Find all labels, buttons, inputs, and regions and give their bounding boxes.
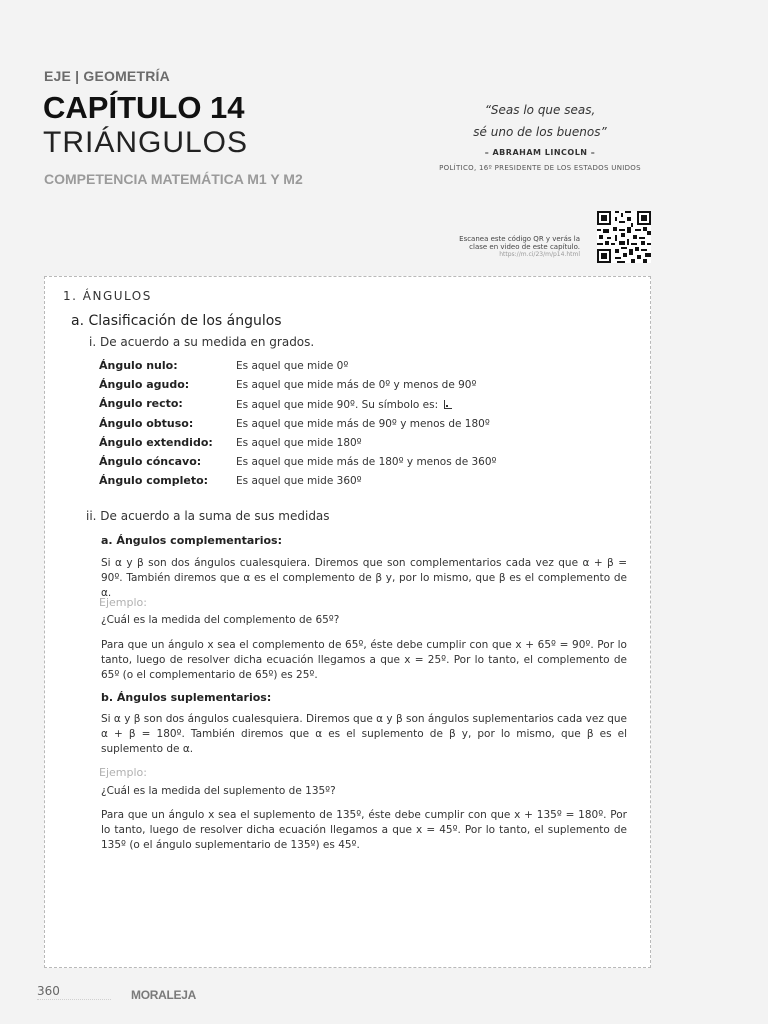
qr-caption-line-2: clase en video de este capítulo. (469, 243, 580, 251)
section-heading: 1. ÁNGULOS (63, 289, 152, 303)
suplementarios-pregunta: ¿Cuál es la medida del suplemento de 135º? (101, 785, 336, 797)
quote-author: – ABRAHAM LINCOLN – (484, 148, 596, 157)
definition-desc: Es aquel que mide más de 180º y menos de 360º (236, 456, 497, 468)
suplementarios-heading: b. Ángulos suplementarios: (101, 691, 272, 704)
definition-term: Ángulo extendido: (99, 436, 213, 449)
footer-divider (37, 999, 111, 1000)
ejemplo-label: Ejemplo: (99, 766, 147, 779)
subsection-heading-ii: ii. De acuerdo a la suma de sus medidas (86, 509, 330, 523)
definition-desc: Es aquel que mide más de 90º y menos de 180º (236, 418, 490, 430)
definition-term: Ángulo nulo: (99, 359, 178, 372)
quote-author-role: POLÍTICO, 16º PRESIDENTE DE LOS ESTADOS UNIDOS (439, 164, 641, 172)
page-number: 360 (37, 984, 60, 998)
definition-desc-recto (236, 399, 452, 411)
moraleja-logo: MORALEJA (131, 988, 196, 1002)
definition-term: Ángulo completo: (99, 474, 209, 487)
right-angle-symbol-icon (444, 400, 452, 409)
complementarios-pregunta: ¿Cuál es la medida del complemento de 65º? (101, 614, 340, 626)
qr-url[interactable]: https://m.ci/23/m/p14.html (499, 251, 580, 258)
ejemplo-label: Ejemplo: (99, 596, 147, 609)
definition-desc: Es aquel que mide 180º (236, 437, 362, 449)
qr-code-icon[interactable] (597, 211, 651, 263)
definition-term: Ángulo recto: (99, 397, 183, 410)
suplementarios-respuesta: Para que un ángulo x sea el suplemento de 135º, éste debe cumplir con que x + 135º = 180º. Por lo tanto, luego de resolver dicha ecuación llegamos a que x = 45º. Por lo tanto, el suplemento de 135º (o el ángulo suplementario de 135º) es 45º. (101, 809, 627, 851)
suplementarios-text: Si α y β son dos ángulos cualesquiera. Diremos que α y β son ángulos suplementarios cada vez que α + β = 180º. También diremos que α es el suplemento de β y, por lo mismo, que β es el suplemento de α. (101, 713, 627, 755)
quote-line-2: sé uno de los buenos” (473, 125, 607, 139)
definition-desc: Es aquel que mide 90º. Su símbolo es: (236, 399, 439, 411)
chapter-title: TRIÁNGULOS (43, 126, 249, 159)
chapter-number: CAPÍTULO 14 (43, 90, 245, 125)
definition-desc: Es aquel que mide 0º (236, 360, 349, 372)
complementarios-heading: a. Ángulos complementarios: (101, 534, 282, 547)
axis-label: EJE | GEOMETRÍA (44, 68, 170, 84)
qr-caption (430, 235, 580, 259)
complementarios-respuesta: Para que un ángulo x sea el complemento de 65º, éste debe cumplir con que x + 65º = 90º. Por lo tanto, luego de resolver dicha ecuación llegamos a que x = 25º. Por lo tanto, el complemento de 65º (o el complementario de 65º) es 25º. (101, 639, 627, 681)
complementarios-text: Si α y β son dos ángulos cualesquiera. Diremos que son complementarios cada vez que α + β = 90º. También diremos que α es el complemento de β y, por lo mismo, que β es el complemento de α. (101, 557, 627, 599)
competencia-label: COMPETENCIA MATEMÁTICA M1 Y M2 (44, 171, 303, 187)
definition-desc: Es aquel que mide más de 0º y menos de 90º (236, 379, 477, 391)
definition-term: Ángulo agudo: (99, 378, 190, 391)
definition-term: Ángulo obtuso: (99, 417, 194, 430)
qr-caption-line-1: Escanea este código QR y verás la (459, 235, 580, 243)
subsection-heading-a: a. Clasificación de los ángulos (71, 313, 282, 329)
subsection-heading-i: i. De acuerdo a su medida en grados. (89, 335, 315, 349)
definition-term: Ángulo cóncavo: (99, 455, 202, 468)
definition-desc: Es aquel que mide 360º (236, 475, 362, 487)
quote-line-1: “Seas lo que seas, (484, 103, 596, 117)
